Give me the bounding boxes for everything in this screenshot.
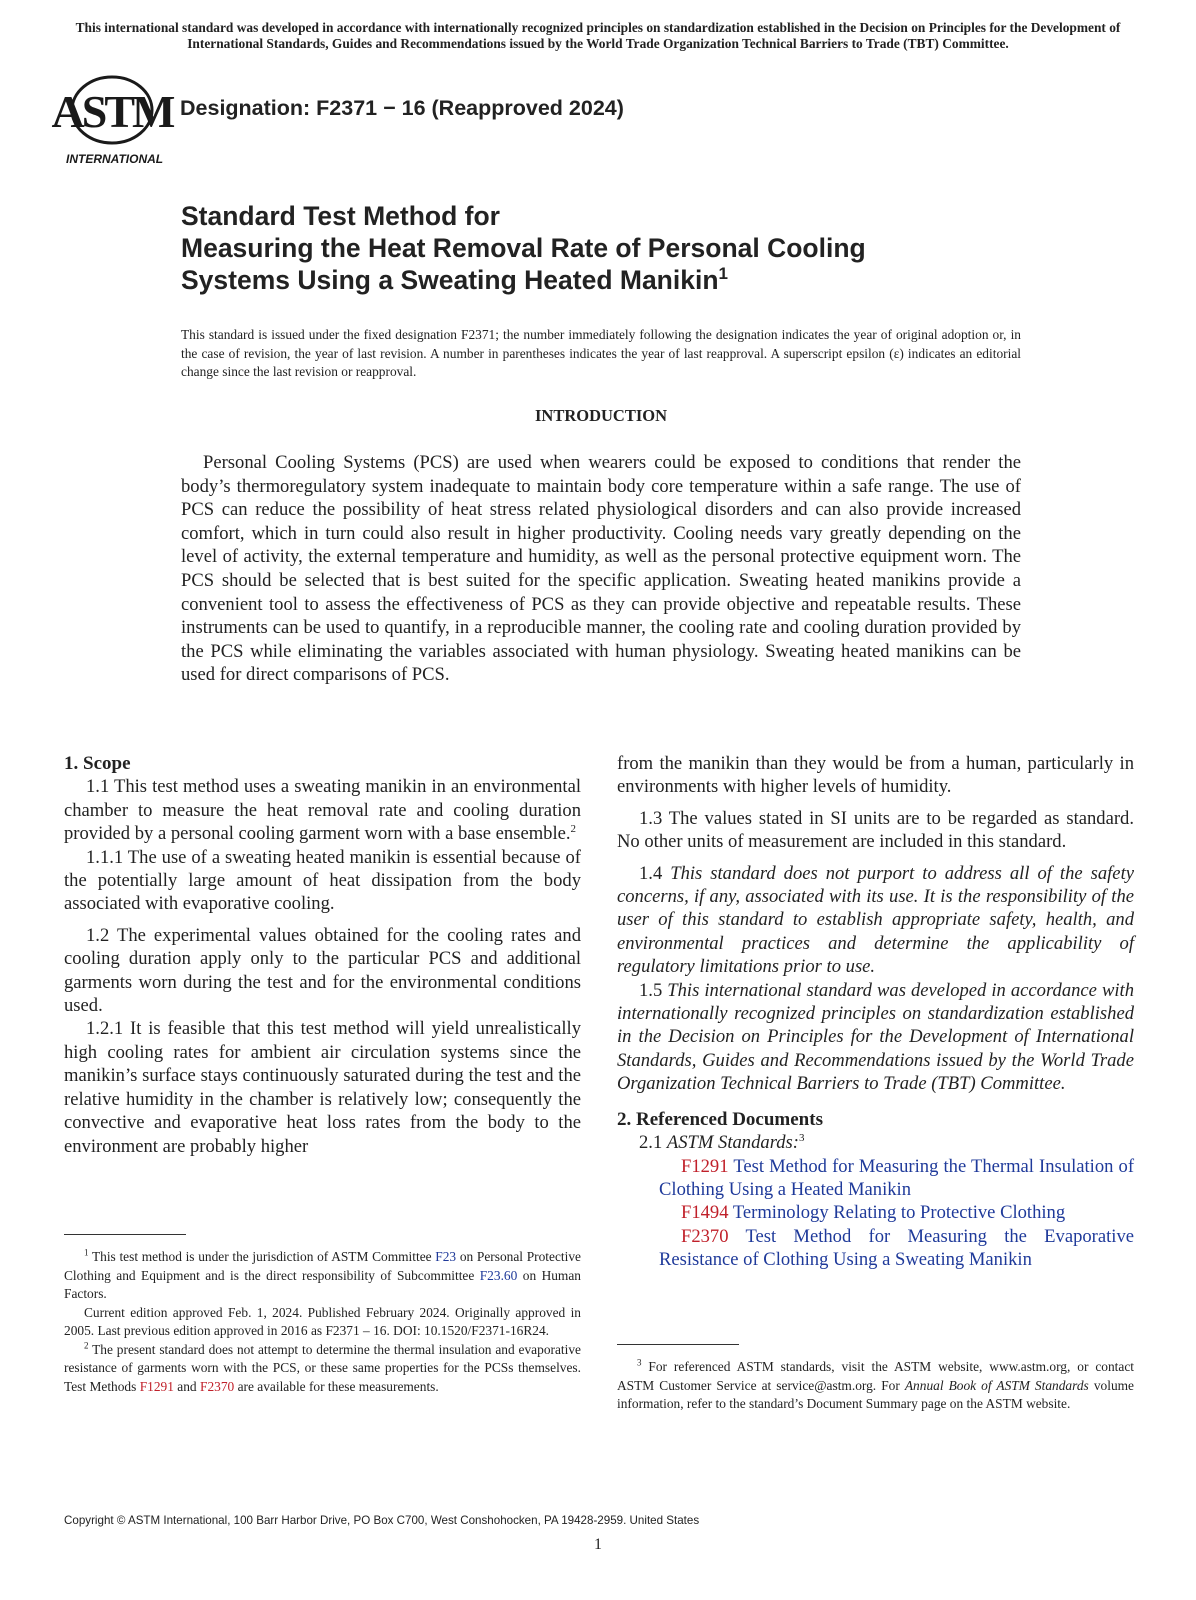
footnote-1-text-b: on Personal Protective Clothing and Equipment and is the direct responsibility of Subcommittee xyxy=(64,1249,581,1283)
title-line-3 xyxy=(181,264,1081,296)
astm-logo-icon xyxy=(51,72,173,168)
footnote-ref-3: 3 xyxy=(798,1131,805,1144)
introduction-text: Personal Cooling Systems (PCS) are used when wearers could be exposed to conditions that render the body’s thermoregulatory system inadequate to maintain body core temperature within a safe range. The use of PCS can reduce the possibility of heat stress related physiological disorders and can also provide increased comfort, which in turn could also result in higher productivity. Cooling needs vary greatly depending on the level of activity, the external temperature and humidity, as well as the personal protective equipment worn. The PCS should be selected that is best suited for the specific application. Sweating heated manikins provide a convenient tool to assess the effectiveness of PCS as they can provide objective and repeatable results. These instruments can be used to quantify, in a reproducible manner, the cooling rate and cooling duration provided by the PCS while eliminating the variables associated with human physiology. Sweating heated manikins can be used for direct comparisons of PCS. xyxy=(181,452,1021,686)
introduction-heading: INTRODUCTION xyxy=(534,406,668,425)
subcommittee-f23-60-link[interactable]: F23.60 xyxy=(479,1267,518,1283)
f1291-link[interactable]: F1291 xyxy=(139,1378,174,1394)
left-column xyxy=(64,752,581,1158)
wto-notice: This international standard was developed in accordance with internationally recognized principles on standardization established in the Decision on Principles for the Development of International Standards, Guides and Recommendations issued by the World Trade Organization Technical Barriers to Trade (TBT) Committee. xyxy=(75,20,1121,51)
footnote-divider-left xyxy=(64,1234,186,1235)
reference-title-link[interactable]: Terminology Relating to Protective Clothing xyxy=(732,1202,1066,1224)
footnote-1-text-c: on Human Factors. xyxy=(64,1267,581,1301)
footnote-3-text-b: volume information, refer to the standard’s Document Summary page on the ASTM website. xyxy=(617,1377,1134,1411)
para-1-1 xyxy=(64,775,581,845)
reference-item[interactable] xyxy=(617,1201,1134,1224)
svg-text:ASTM: ASTM xyxy=(51,86,173,137)
footnote-1-mark: 1 xyxy=(84,1247,89,1258)
reference-title-link[interactable]: Test Method for Measuring the Thermal Insulation of Clothing Using a Heated Manikin xyxy=(659,1155,1135,1200)
footnote-2-text-a: The present standard does not attempt to determine the thermal insulation and evaporative resistance of garments worn with the PCS, or these same properties for the PCSs themselves. Test Methods xyxy=(64,1341,581,1394)
footnote-2-and: and xyxy=(177,1378,197,1394)
committee-f23-link[interactable]: F23 xyxy=(435,1249,457,1264)
reference-code-link[interactable]: F2370 xyxy=(681,1225,729,1247)
para-1-1-text: 1.1 This test method uses a sweating manikin in an environmental chamber to measure the heat removal rate and cooling duration provided by a personal cooling garment worn with a base ensemble. xyxy=(64,776,581,845)
designation: Designation: F2371 − 16 (Reapproved 2024) xyxy=(180,96,624,120)
reference-code-link[interactable]: F1494 xyxy=(681,1202,729,1224)
document-title xyxy=(181,200,1081,296)
reference-item[interactable] xyxy=(617,1155,1134,1202)
footnote-2 xyxy=(64,1341,581,1397)
footnote-3-text-a: For referenced ASTM standards, visit the ASTM website, www.astm.org, or contact ASTM Customer Service at service@astm.org. For xyxy=(617,1359,1134,1393)
right-column xyxy=(617,752,1134,1272)
subheading-number: 2.1 xyxy=(639,1132,663,1154)
edition-note: Current edition approved Feb. 1, 2024. Published February 2024. Originally approved in 2005. Last previous edition approved in 2016 as F2371 – 16. DOI: 10.1520/F2371-16R24. xyxy=(64,1304,581,1338)
para-1-5-text: This international standard was developed in accordance with internationally recognized principles on standardization established in the Decision on Principles for the Development of International Standards, Guides and Recommendations issued by the World Trade Organization Technical Barriers to Trade (TBT) Committee. xyxy=(617,979,1134,1095)
footnotes-left xyxy=(64,1248,581,1396)
referenced-documents-heading: 2. Referenced Documents xyxy=(617,1108,823,1130)
footnote-1-text-a: This test method is under the jurisdiction of ASTM Committee xyxy=(91,1249,432,1264)
title-line-2: Measuring the Heat Removal Rate of Personal Cooling xyxy=(181,233,866,263)
footnote-3-mark: 3 xyxy=(637,1357,642,1368)
footnote-3 xyxy=(617,1358,1134,1414)
subheading-label: ASTM Standards: xyxy=(666,1132,799,1154)
title-footnote-mark: 1 xyxy=(718,264,728,284)
reference-title-link[interactable]: Test Method for Measuring the Evaporative Resistance of Clothing Using a Sweating Manikin xyxy=(659,1225,1135,1271)
para-1-5 xyxy=(617,979,1134,1096)
reference-item[interactable] xyxy=(617,1225,1134,1272)
reference-code-link[interactable]: F1291 xyxy=(681,1155,729,1177)
title-line-1: Standard Test Method for xyxy=(181,201,500,231)
para-1-1-1: 1.1.1 The use of a sweating heated manikin is essential because of the potentially large amount of heat dissipation from the body associated with evaporative cooling. xyxy=(64,846,581,915)
astm-standards-subheading xyxy=(617,1131,1134,1154)
para-1-2: 1.2 The experimental values obtained for the cooling rates and cooling duration apply only to the particular PCS and additional garments worn during the test and for the environmental conditions used. xyxy=(64,924,581,1017)
para-1-2-1: 1.2.1 It is feasible that this test method will yield unrealistically high cooling rates for ambient air circulation systems since the manikin’s surface stays continuously saturated during the test and the relative humidity in the chamber is relatively low; consequently the convective and evaporative heat loss rates from the body to the environment are probably higher xyxy=(64,1018,581,1157)
title-line-3-text: Systems Using a Sweating Heated Manikin xyxy=(181,265,719,295)
para-1-4-number: 1.4 xyxy=(639,862,663,884)
para-1-3: 1.3 The values stated in SI units are to be regarded as standard. No other units of measurement are included in this standard. xyxy=(617,807,1134,853)
footnote-divider-right xyxy=(617,1344,739,1345)
footnote-2-mark: 2 xyxy=(84,1340,89,1351)
footnote-1 xyxy=(64,1248,581,1304)
footnote-ref-2: 2 xyxy=(570,823,577,836)
para-1-5-number: 1.5 xyxy=(639,979,663,1001)
scope-heading: 1. Scope xyxy=(64,753,131,774)
para-1-4 xyxy=(617,862,1134,979)
copyright-line: Copyright © ASTM International, 100 Barr Harbor Drive, PO Box C700, West Conshohocken, PA 19428-2959. United States xyxy=(64,1514,700,1527)
page-number: 1 xyxy=(594,1536,602,1553)
f2370-link[interactable]: F2370 xyxy=(200,1378,235,1394)
footnote-2-text-b: are available for these measurements. xyxy=(237,1378,439,1394)
footnote-3-book-title: Annual Book of ASTM Standards xyxy=(904,1377,1089,1393)
para-1-4-text: This standard does not purport to address all of the safety concerns, if any, associated with its use. It is the responsibility of the user of this standard to establish appropriate safety, health, and environmental practices and determine the applicability of regulatory limitations prior to use. xyxy=(617,862,1134,978)
logo-text: INTERNATIONAL xyxy=(66,152,164,166)
para-1-2-1-continued: from the manikin than they would be from a human, particularly in environments with higher levels of humidity. xyxy=(617,753,1134,798)
footnotes-right xyxy=(617,1358,1134,1414)
issued-note: This standard is issued under the fixed designation F2371; the number immediately following the designation indicates the year of original adoption or, in the case of revision, the year of last revision. A number in parentheses indicates the year of last reapproval. A superscript epsilon (ε) indicates an editorial change since the last revision or reapproval. xyxy=(181,327,1021,379)
